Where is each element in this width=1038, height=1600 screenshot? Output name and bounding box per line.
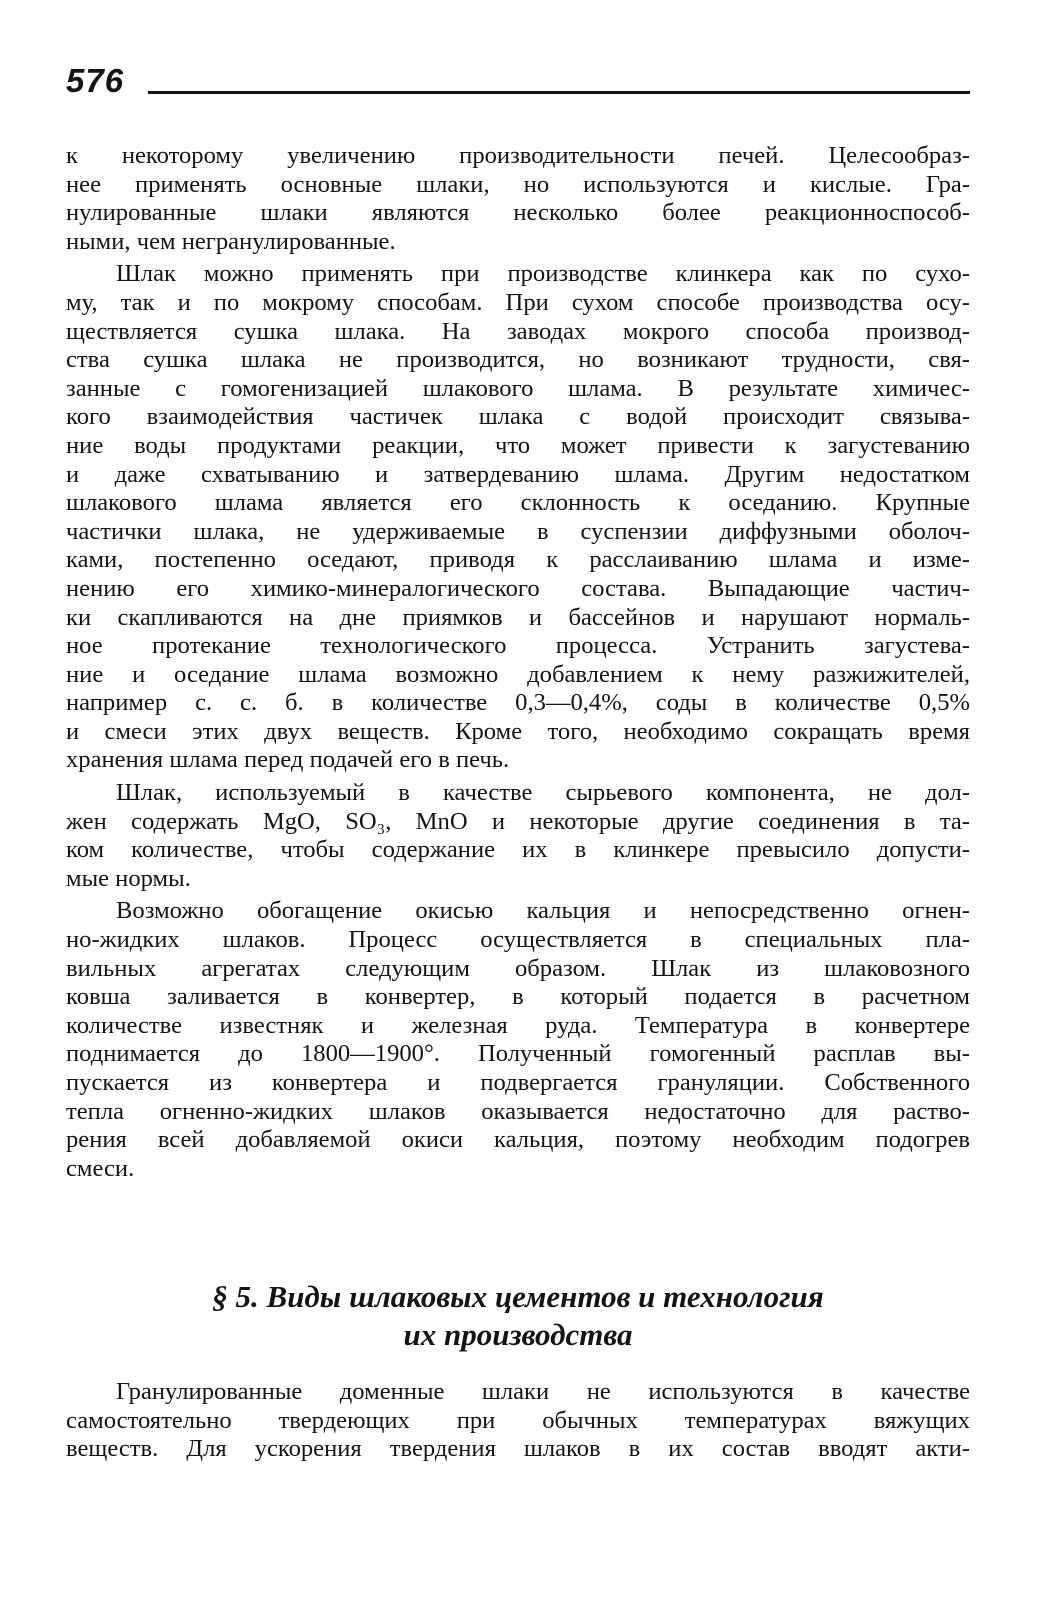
text-line: нению его химико-минералогического состава. Выпадающие частич- — [66, 574, 970, 602]
paragraph-5 — [66, 1378, 970, 1464]
paragraph-2 — [66, 260, 970, 775]
section-heading — [66, 1278, 970, 1354]
text-line: поднимается до 1800—1900°. Полученный гомогенный расплав вы- — [66, 1040, 970, 1068]
text-line: шлакового шлама является его склонность к оседанию. Крупные — [66, 489, 970, 517]
text-line: вильных агрегатах следующим образом. Шлак из шлаковозного — [66, 954, 970, 982]
text-line: Шлак можно применять при производстве клинкера как по сухо- — [116, 260, 970, 288]
page-header — [66, 62, 970, 102]
body-text — [66, 142, 970, 1187]
header-rule — [148, 91, 970, 94]
text-line: самостоятельно твердеющих при обычных температурах вяжущих — [66, 1406, 970, 1434]
text-line: частички шлака, не удерживаемые в суспензии диффузными оболоч- — [66, 517, 970, 545]
text-line: веществ. Для ускорения твердения шлаков в их состав вводят акти- — [66, 1435, 970, 1463]
text-line: мые нормы. — [66, 864, 191, 892]
text-line: количестве известняк и железная руда. Температура в конвертере — [66, 1011, 970, 1039]
text-line: ковша заливается в конвертер, в который подается в расчетном — [66, 983, 970, 1011]
text-line: кого взаимодействия частичек шлака с водой происходит связыва- — [66, 403, 970, 431]
text-line: занные с гомогенизацией шлакового шлама. В результате химичес- — [66, 374, 970, 402]
page-number: 576 — [66, 62, 125, 99]
text-line: ние и оседание шлама возможно добавлением к нему разжижителей, — [66, 660, 970, 688]
paragraph-3 — [66, 779, 970, 893]
text-line: ком количестве, чтобы содержание их в клинкере превысило допусти- — [66, 836, 970, 864]
text-line: смеси. — [66, 1154, 135, 1182]
paragraph-1 — [66, 142, 970, 256]
text-line: ства сушка шлака не производится, но возникают трудности, свя- — [66, 346, 970, 374]
text-line: ки скапливаются на дне приямков и бассейнов и нарушают нормаль- — [66, 603, 970, 631]
section-heading-line: § 5. Виды шлаковых цементов и технология — [212, 1279, 824, 1314]
section-body-text — [66, 1378, 970, 1468]
text-line: нее применять основные шлаки, но используются и кислые. Гра- — [66, 170, 970, 198]
text-line: ными, чем негранулированные. — [66, 227, 396, 255]
text-line: тепла огненно-жидких шлаков оказывается недостаточно для раство- — [66, 1097, 970, 1125]
text-line: нулированные шлаки являются несколько более реакционноспособ- — [66, 199, 970, 227]
text-line: ществляется сушка шлака. На заводах мокрого способа производ- — [66, 317, 970, 345]
text-line: и даже схватыванию и затвердеванию шлама. Другим недостатком — [66, 460, 970, 488]
text-line: рения всей добавляемой окиси кальция, поэтому необходим подогрев — [66, 1126, 970, 1154]
text-line: Возможно обогащение окисью кальция и непосредственно огнен- — [116, 897, 970, 925]
text-line: к некоторому увеличению производительности печей. Целесообраз- — [66, 142, 970, 169]
text-line: хранения шлама перед подачей его в печь. — [66, 746, 510, 774]
text-line: жен содержать MgO, SO₃, MnO и некоторые другие соединения в та- — [66, 807, 970, 835]
text-line: ное протекание технологического процесса. Устранить загустева- — [66, 632, 970, 660]
text-line: ние воды продуктами реакции, что может привести к загустеванию — [66, 431, 970, 459]
text-line: и смеси этих двух веществ. Кроме того, необходимо сокращать время — [66, 717, 970, 745]
text-line: но-жидких шлаков. Процесс осуществляется в специальных пла- — [66, 926, 970, 954]
text-line: Шлак, используемый в качестве сырьевого компонента, не дол- — [116, 779, 970, 807]
text-line: ками, постепенно оседают, приводя к расслаиванию шлама и изме- — [66, 546, 970, 574]
text-line: пускается из конвертера и подвергается грануляции. Собственного — [66, 1069, 970, 1096]
text-line: му, так и по мокрому способам. При сухом способе производства осу- — [66, 288, 970, 316]
text-line: Гранулированные доменные шлаки не используются в качестве — [116, 1378, 970, 1405]
text-line: например с. с. б. в количестве 0,3—0,4%, соды в количестве 0,5% — [66, 689, 970, 717]
section-heading-line: их производства — [403, 1317, 633, 1352]
paragraph-4 — [66, 897, 970, 1183]
